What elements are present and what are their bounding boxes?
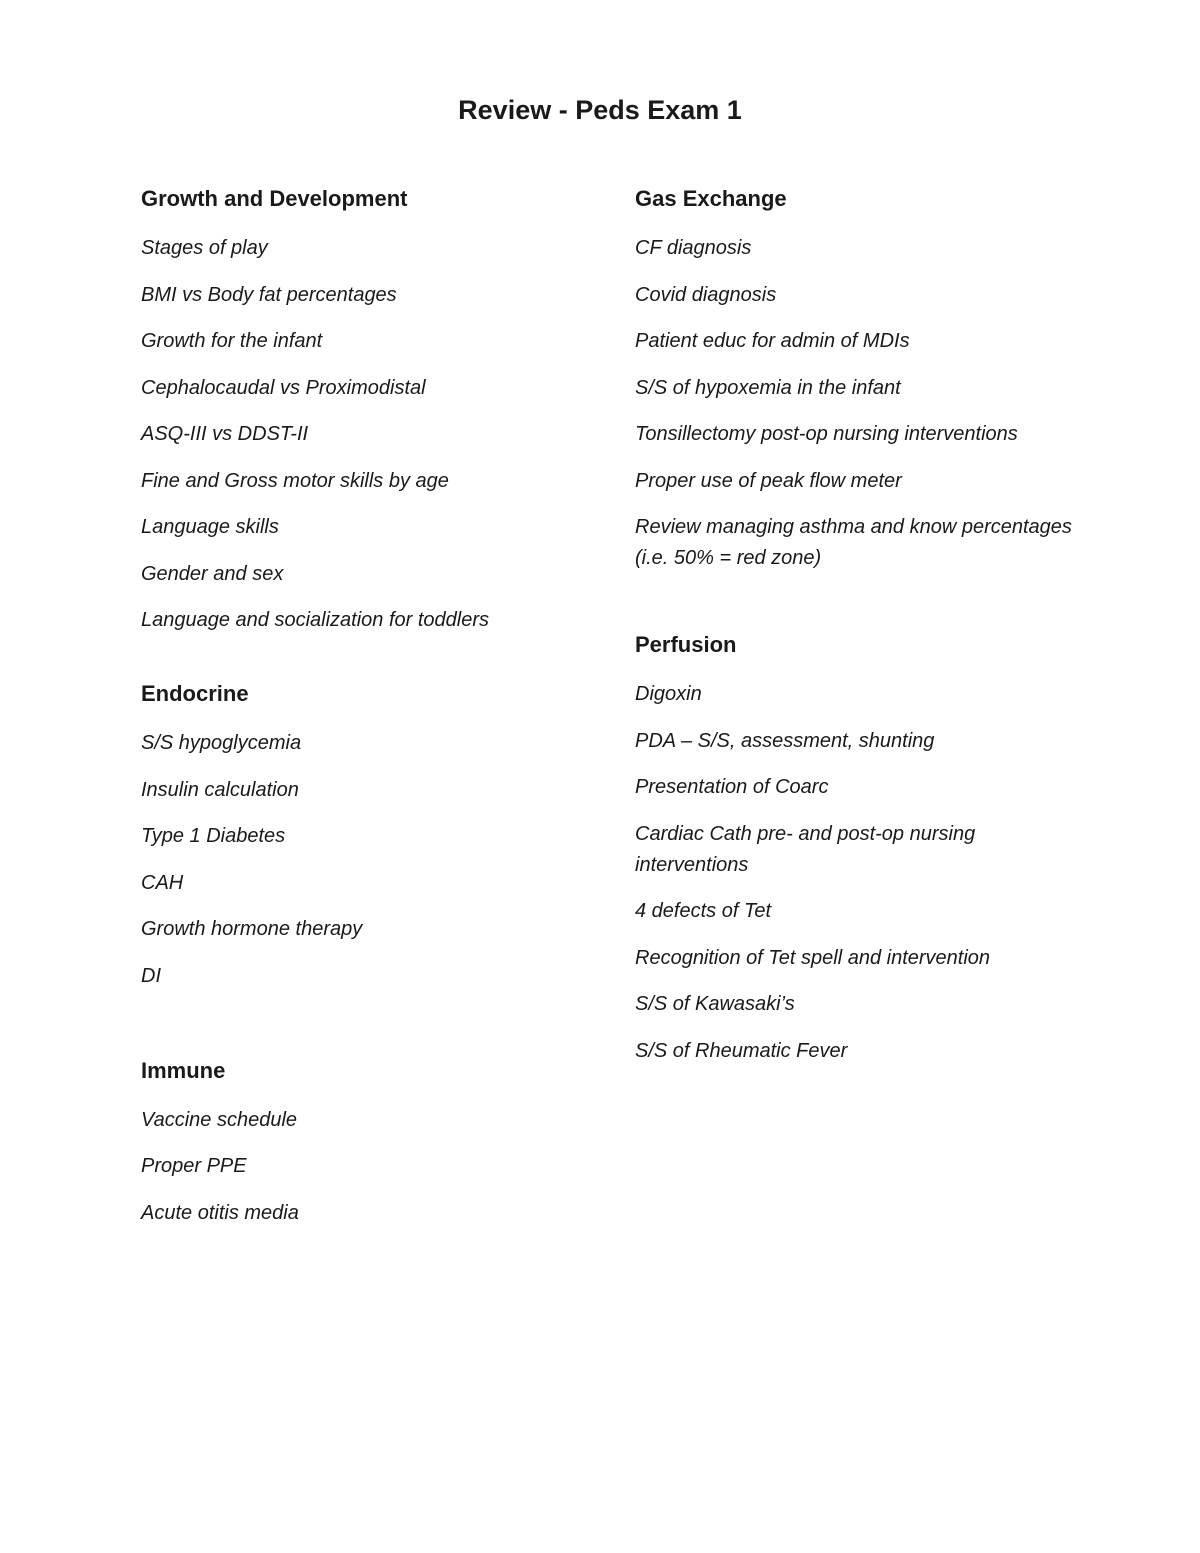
topic-list [141, 728, 601, 992]
list-item: Gender and sex [141, 562, 284, 585]
list-item: Language skills [141, 516, 279, 538]
list-item: PDA – S/S, assessment, shunting [635, 729, 935, 752]
list-item: S/S of hypoxemia in the infant [635, 376, 901, 399]
list-item: Vaccine schedule [141, 1108, 298, 1131]
list-item: ASQ-III vs DDST-II [141, 423, 309, 445]
list-item: Covid diagnosis [635, 283, 777, 306]
list-item: S/S hypoglycemia [141, 732, 302, 754]
list-item: Stages of play [141, 237, 268, 259]
list-item: Tonsillectomy post-op nursing interventions [635, 423, 1018, 445]
section-immune [141, 1055, 601, 1229]
section-heading: Growth and Development [141, 186, 408, 211]
list-item: Recognition of Tet spell and intervention [635, 946, 991, 969]
list-item: Cardiac Cath pre- and post-op nursing interventions [635, 822, 976, 876]
list-item: Acute otitis media [141, 1201, 299, 1224]
section-heading: Immune [141, 1057, 226, 1083]
list-item: DI [141, 964, 161, 987]
list-item: Patient educ for admin of MDIs [635, 330, 910, 352]
list-item: CAH [141, 871, 184, 894]
topic-list [635, 679, 1075, 1067]
section-perfusion [635, 629, 1075, 1067]
list-item: S/S of Kawasaki’s [635, 993, 795, 1015]
list-item: 4 defects of Tet [635, 900, 772, 922]
section-heading: Gas Exchange [635, 186, 787, 211]
topic-list [141, 1105, 601, 1229]
page-title: Review - Peds Exam 1 [458, 95, 742, 126]
list-item: Proper use of peak flow meter [635, 469, 902, 492]
topic-list [635, 233, 1075, 574]
list-item: Presentation of Coarc [635, 776, 829, 798]
list-item: BMI vs Body fat percentages [141, 283, 397, 306]
list-item: CF diagnosis [635, 237, 752, 259]
list-item: S/S of Rheumatic Fever [635, 1039, 848, 1062]
section-endocrine [141, 678, 601, 992]
list-item: Insulin calculation [141, 778, 299, 801]
list-item: Review managing asthma and know percentages (i.e. 50% = red zone) [635, 516, 1072, 569]
list-item: Growth hormone therapy [141, 918, 363, 940]
topic-list [141, 233, 601, 636]
right-column [635, 183, 1075, 1067]
section-gas-exchange [635, 183, 1075, 574]
list-item: Digoxin [635, 683, 702, 705]
section-growth-and-development [141, 183, 601, 636]
list-item: Language and socialization for toddlers [141, 609, 490, 631]
list-item: Growth for the infant [141, 330, 323, 352]
section-heading: Endocrine [141, 681, 249, 706]
list-item: Fine and Gross motor skills by age [141, 469, 449, 492]
list-item: Type 1 Diabetes [141, 825, 286, 847]
left-column [141, 183, 601, 1229]
list-item: Cephalocaudal vs Proximodistal [141, 376, 426, 399]
section-heading: Perfusion [635, 632, 737, 657]
list-item: Proper PPE [141, 1155, 247, 1177]
